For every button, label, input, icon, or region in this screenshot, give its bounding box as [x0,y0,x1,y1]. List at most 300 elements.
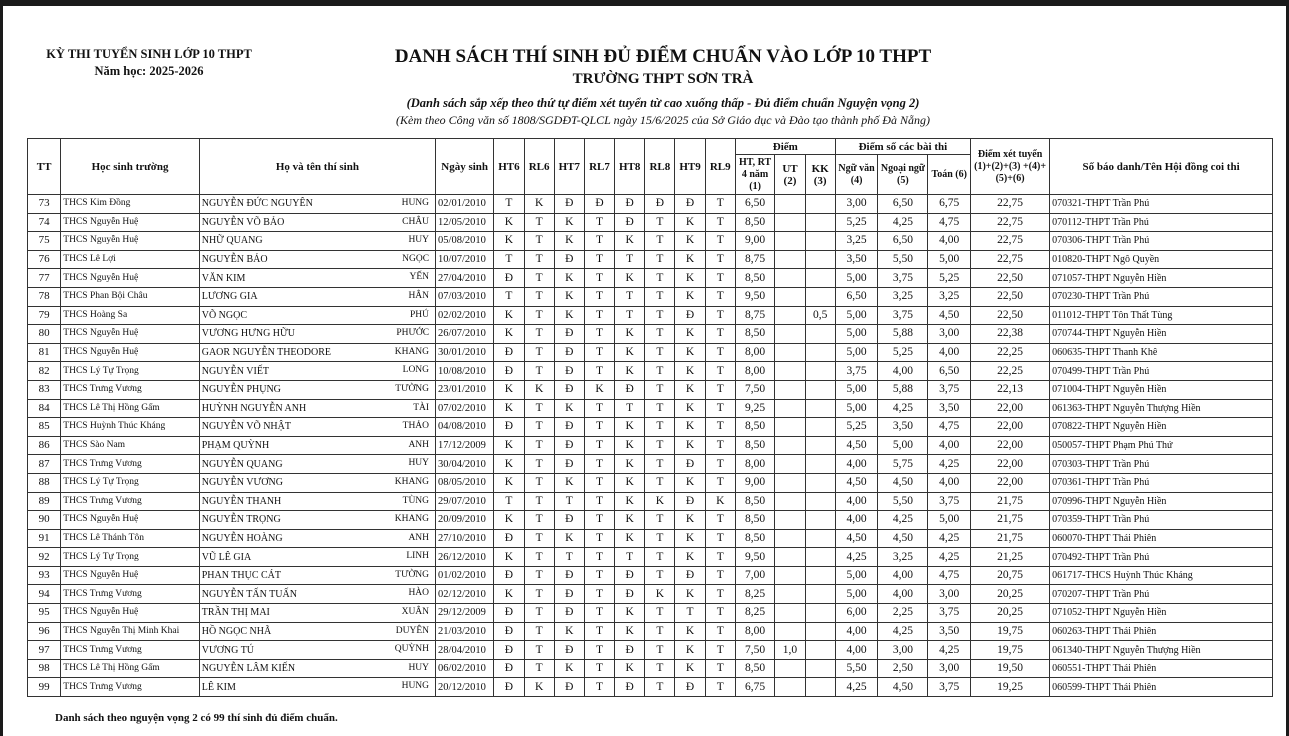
cell-xettuyen: 22,38 [971,325,1050,344]
cell-van: 5,00 [835,269,878,288]
col-ht7: HT7 [554,139,584,195]
cell-tt: 92 [28,548,61,567]
cell-rl6: T [524,548,554,567]
cell-given-name: HÀO [408,588,430,599]
cell-dob: 30/04/2010 [436,455,494,474]
cell-rl7: T [584,529,614,548]
cell-ht-rt: 9,00 [735,232,775,251]
cell-given-name: PHÚ [410,309,430,320]
cell-rl8: T [645,436,675,455]
table-row [28,436,1273,455]
cell-name [199,213,435,232]
cell-given-name: KHANG [394,514,430,525]
cell-xettuyen: 22,50 [971,287,1050,306]
cell-rl9: T [705,641,735,660]
cell-ht6: Đ [494,678,524,697]
cell-ht6: K [494,511,524,530]
table-row [28,622,1273,641]
cell-school: THCS Lê Lợi [61,250,199,269]
cell-surname: NGUYỄN VIẾT [201,365,270,377]
cell-surname: NGUYỄN VƯƠNG [201,477,283,489]
cell-ht8: T [615,548,645,567]
cell-tt: 93 [28,566,61,585]
cell-ut [775,362,805,381]
cell-ut [775,585,805,604]
cell-toan: 4,00 [928,473,971,492]
cell-rl8: T [645,659,675,678]
cell-toan: 5,00 [928,250,971,269]
cell-ht9: K [675,511,705,530]
cell-van: 4,50 [835,473,878,492]
cell-ut [775,380,805,399]
cell-tt: 76 [28,250,61,269]
cell-rl6: T [524,418,554,437]
cell-ut [775,325,805,344]
cell-ngoaingu: 6,50 [878,232,928,251]
cell-ht6: K [494,473,524,492]
cell-ht8: Đ [615,213,645,232]
cell-surname: VŨ LÊ GIA [201,551,252,563]
cell-surname: NGUYỄN LÂM KIẾN [201,663,296,675]
col-tt: TT [28,139,61,195]
cell-ngoaingu: 5,88 [878,325,928,344]
cell-given-name: ANH [408,439,430,450]
cell-surname: HỒ NGỌC NHÃ [201,625,272,637]
cell-ht9: Đ [675,492,705,511]
cell-ht8: Đ [615,380,645,399]
cell-toan: 3,75 [928,678,971,697]
cell-school: THCS Nguyễn Huệ [61,213,199,232]
cell-rl9: T [705,232,735,251]
cell-ht6: K [494,232,524,251]
cell-tt: 95 [28,604,61,623]
cell-sbd: 070361-THPT Trần Phú [1050,473,1273,492]
col-ht9: HT9 [675,139,705,195]
cell-rl7: T [584,362,614,381]
cell-rl9: T [705,343,735,362]
cell-rl9: T [705,195,735,214]
cell-rl6: T [524,455,554,474]
cell-kk [805,269,835,288]
cell-ht8: Đ [615,195,645,214]
cell-van: 3,50 [835,250,878,269]
cell-given-name: KHANG [394,476,430,487]
cell-name [199,250,435,269]
cell-kk [805,399,835,418]
cell-ut [775,250,805,269]
cell-rl9: T [705,659,735,678]
cell-ht7: Đ [554,418,584,437]
cell-school: THCS Phan Bội Châu [61,287,199,306]
cell-toan: 5,25 [928,269,971,288]
cell-dob: 30/01/2010 [436,343,494,362]
cell-rl9: T [705,250,735,269]
cell-school: THCS Trưng Vương [61,380,199,399]
cell-given-name: HUNG [401,681,430,692]
cell-school: THCS Nguyễn Huệ [61,604,199,623]
cell-ht-rt: 8,25 [735,604,775,623]
cell-rl8: T [645,566,675,585]
cell-van: 5,00 [835,585,878,604]
cell-sbd: 060599-THPT Thái Phiên [1050,678,1273,697]
cell-given-name: PHƯỚC [396,328,430,339]
cell-name [199,195,435,214]
cell-surname: VĂN KIM [201,272,246,284]
cell-rl6: T [524,362,554,381]
cell-ht9: K [675,287,705,306]
table-row [28,380,1273,399]
cell-dob: 06/02/2010 [436,659,494,678]
cell-xettuyen: 19,75 [971,622,1050,641]
col-toan: Toán (6) [928,155,971,195]
cell-xettuyen: 22,00 [971,436,1050,455]
cell-rl9: T [705,287,735,306]
cell-surname: NGUYỄN ĐỨC NGUYÊN [201,198,313,210]
cell-given-name: TƯỜNG [395,569,430,580]
cell-xettuyen: 22,00 [971,399,1050,418]
cell-ut [775,399,805,418]
exam-header [29,46,269,80]
cell-ht9: K [675,250,705,269]
cell-school: THCS Trưng Vương [61,585,199,604]
cell-ht6: K [494,548,524,567]
cell-ht-rt: 8,50 [735,269,775,288]
cell-ht9: Đ [675,455,705,474]
cell-van: 4,50 [835,436,878,455]
cell-ht-rt: 9,50 [735,287,775,306]
cell-ut [775,418,805,437]
cell-toan: 6,50 [928,362,971,381]
cell-school: THCS Trưng Vương [61,455,199,474]
cell-xettuyen: 20,25 [971,604,1050,623]
cell-ht8: K [615,455,645,474]
cell-ut [775,659,805,678]
cell-ht9: K [675,232,705,251]
cell-ht-rt: 8,50 [735,511,775,530]
cell-rl8: T [645,399,675,418]
cell-sbd: 060635-THPT Thanh Khê [1050,343,1273,362]
cell-ht8: T [615,306,645,325]
cell-ngoaingu: 4,00 [878,566,928,585]
cell-ht7: K [554,232,584,251]
cell-ut [775,343,805,362]
cell-ht9: K [675,548,705,567]
cell-rl7: T [584,473,614,492]
cell-school: THCS Lý Tự Trọng [61,548,199,567]
col-group-diem: Điểm [735,139,835,155]
cell-toan: 4,75 [928,418,971,437]
cell-xettuyen: 22,00 [971,473,1050,492]
cell-rl9: T [705,418,735,437]
cell-rl9: T [705,473,735,492]
cell-school: THCS Hoàng Sa [61,306,199,325]
cell-dob: 10/08/2010 [436,362,494,381]
cell-ht9: K [675,399,705,418]
cell-ngoaingu: 2,50 [878,659,928,678]
cell-van: 3,25 [835,232,878,251]
cell-kk [805,195,835,214]
cell-ht7: Đ [554,566,584,585]
cell-sbd: 070303-THPT Trần Phú [1050,455,1273,474]
cell-van: 4,00 [835,492,878,511]
cell-kk [805,566,835,585]
cell-given-name: YẾN [409,272,430,283]
table-row [28,418,1273,437]
cell-sbd: 070744-THPT Nguyễn Hiền [1050,325,1273,344]
cell-rl7: T [584,213,614,232]
cell-ut [775,548,805,567]
cell-van: 5,00 [835,380,878,399]
cell-ht6: T [494,250,524,269]
cell-rl6: T [524,436,554,455]
cell-surname: VƯƠNG HƯNG HỮU [201,328,296,340]
cell-ht-rt: 7,00 [735,566,775,585]
cell-tt: 79 [28,306,61,325]
cell-sbd: 010820-THPT Ngô Quyền [1050,250,1273,269]
cell-rl7: T [584,604,614,623]
cell-xettuyen: 22,13 [971,380,1050,399]
cell-ut [775,306,805,325]
cell-sbd: 070492-THPT Trần Phú [1050,548,1273,567]
cell-rl9: T [705,566,735,585]
cell-ut [775,195,805,214]
cell-kk [805,232,835,251]
cell-ht8: K [615,604,645,623]
table-row [28,195,1273,214]
cell-van: 6,50 [835,287,878,306]
cell-surname: NGUYỄN THANH [201,495,282,507]
cell-rl6: T [524,287,554,306]
cell-given-name: TÙNG [402,495,430,506]
cell-van: 5,00 [835,306,878,325]
cell-rl9: T [705,585,735,604]
cell-rl7: T [584,250,614,269]
cell-ht8: K [615,529,645,548]
cell-dob: 27/04/2010 [436,269,494,288]
cell-ut [775,529,805,548]
cell-school: THCS Nguyễn Thị Minh Khai [61,622,199,641]
cell-van: 4,25 [835,678,878,697]
cell-surname: PHẠM QUỲNH [201,440,270,452]
cell-rl7: T [584,325,614,344]
cell-school: THCS Lê Thánh Tôn [61,529,199,548]
cell-ht7: Đ [554,604,584,623]
cell-ht7: K [554,529,584,548]
cell-sbd: 060551-THPT Thái Phiên [1050,659,1273,678]
cell-ht-rt: 8,50 [735,418,775,437]
cell-surname: NGUYỄN PHỤNG [201,384,281,396]
cell-name [199,622,435,641]
cell-surname: NGUYỄN VÕ BẢO [201,216,285,228]
cell-ht6: K [494,325,524,344]
cell-tt: 94 [28,585,61,604]
cell-ht-rt: 8,50 [735,529,775,548]
cell-kk [805,436,835,455]
cell-ut [775,213,805,232]
cell-van: 4,00 [835,511,878,530]
cell-sbd: 050057-THPT Phạm Phú Thứ [1050,436,1273,455]
table-row [28,455,1273,474]
col-ht8: HT8 [615,139,645,195]
cell-ht7: Đ [554,250,584,269]
cell-dob: 21/03/2010 [436,622,494,641]
cell-rl7: T [584,343,614,362]
table-row [28,213,1273,232]
cell-toan: 3,25 [928,287,971,306]
cell-tt: 96 [28,622,61,641]
cell-ht9: K [675,362,705,381]
cell-dob: 01/02/2010 [436,566,494,585]
cell-sbd: 061340-THPT Nguyễn Thượng Hiền [1050,641,1273,660]
cell-kk [805,380,835,399]
cell-ngoaingu: 3,50 [878,418,928,437]
cell-rl9: T [705,269,735,288]
table-row [28,269,1273,288]
cell-ht9: K [675,380,705,399]
cell-school: THCS Lý Tự Trọng [61,362,199,381]
cell-ht6: K [494,585,524,604]
cell-tt: 88 [28,473,61,492]
cell-name [199,306,435,325]
cell-kk [805,604,835,623]
cell-ht9: K [675,622,705,641]
cell-van: 6,00 [835,604,878,623]
cell-name [199,232,435,251]
cell-dob: 10/07/2010 [436,250,494,269]
cell-ht7: T [554,492,584,511]
cell-ngoaingu: 4,00 [878,362,928,381]
cell-ht8: T [615,250,645,269]
cell-kk [805,585,835,604]
cell-toan: 6,75 [928,195,971,214]
cell-ut [775,622,805,641]
cell-ht7: Đ [554,195,584,214]
cell-ht8: K [615,659,645,678]
cell-ht9: K [675,473,705,492]
cell-xettuyen: 19,75 [971,641,1050,660]
cell-ht8: T [615,399,645,418]
cell-given-name: ANH [408,532,430,543]
cell-ngoaingu: 5,50 [878,250,928,269]
cell-van: 4,00 [835,455,878,474]
cell-ht7: Đ [554,678,584,697]
cell-tt: 91 [28,529,61,548]
cell-xettuyen: 22,50 [971,269,1050,288]
cell-van: 5,25 [835,418,878,437]
cell-rl7: T [584,585,614,604]
cell-name [199,678,435,697]
cell-xettuyen: 20,75 [971,566,1050,585]
cell-ht9: T [675,604,705,623]
cell-tt: 97 [28,641,61,660]
cell-rl8: T [645,548,675,567]
cell-kk: 0,5 [805,306,835,325]
cell-rl7: T [584,306,614,325]
footer-note: Danh sách theo nguyện vọng 2 có 99 thí sinh đủ điểm chuẩn. [55,712,338,724]
cell-ht6: K [494,306,524,325]
cell-van: 3,00 [835,195,878,214]
col-van: Ngữ văn (4) [835,155,878,195]
cell-ht-rt: 6,75 [735,678,775,697]
cell-ht7: K [554,399,584,418]
cell-ngoaingu: 2,25 [878,604,928,623]
col-kk: KK (3) [805,155,835,195]
cell-rl6: T [524,250,554,269]
cell-rl8: T [645,269,675,288]
cell-rl8: T [645,306,675,325]
exam-line: KỲ THI TUYỂN SINH LỚP 10 THPT [46,47,252,61]
cell-sbd: 070996-THPT Nguyễn Hiền [1050,492,1273,511]
cell-ngoaingu: 4,25 [878,399,928,418]
cell-xettuyen: 22,75 [971,195,1050,214]
cell-school: THCS Lý Tự Trọng [61,473,199,492]
table-body [28,195,1273,697]
col-group-thi: Điểm số các bài thi [835,139,970,155]
cell-rl9: T [705,455,735,474]
cell-tt: 80 [28,325,61,344]
cell-ht6: K [494,380,524,399]
cell-surname: NGUYỄN HOÀNG [201,532,283,544]
cell-tt: 82 [28,362,61,381]
cell-rl7: T [584,678,614,697]
cell-sbd: 071052-THPT Nguyễn Hiền [1050,604,1273,623]
cell-sbd: 070321-THPT Trần Phú [1050,195,1273,214]
cell-xettuyen: 22,50 [971,306,1050,325]
cell-rl6: T [524,641,554,660]
cell-xettuyen: 22,25 [971,343,1050,362]
cell-given-name: HUY [408,235,430,246]
cell-ut [775,492,805,511]
cell-rl6: K [524,380,554,399]
cell-dob: 07/03/2010 [436,287,494,306]
cell-rl6: T [524,604,554,623]
cell-ht7: Đ [554,641,584,660]
cell-ht6: Đ [494,343,524,362]
cell-dob: 28/04/2010 [436,641,494,660]
cell-kk [805,455,835,474]
cell-sbd: 061363-THPT Nguyễn Thượng Hiền [1050,399,1273,418]
cell-given-name: DUYÊN [395,625,430,636]
cell-ht6: Đ [494,269,524,288]
cell-name [199,548,435,567]
cell-school: THCS Sào Nam [61,436,199,455]
cell-ht7: Đ [554,380,584,399]
cell-tt: 73 [28,195,61,214]
cell-toan: 4,75 [928,566,971,585]
cell-rl7: K [584,380,614,399]
cell-dob: 29/12/2009 [436,604,494,623]
cell-rl6: T [524,473,554,492]
table-row [28,362,1273,381]
cell-ngoaingu: 6,50 [878,195,928,214]
cell-ht9: K [675,418,705,437]
cell-surname: GAOR NGUYỄN THEODORE [201,347,331,359]
cell-ht9: K [675,343,705,362]
cell-dob: 08/05/2010 [436,473,494,492]
cell-toan: 4,00 [928,343,971,362]
cell-sbd: 061717-THCS Huỳnh Thúc Kháng [1050,566,1273,585]
school-name: TRƯỜNG THPT SƠN TRÀ [572,71,754,87]
table-row [28,473,1273,492]
cell-surname: NGUYỄN VÕ NHẬT [201,421,291,433]
cell-toan: 3,00 [928,325,971,344]
cell-rl8: T [645,622,675,641]
cell-given-name: HÂN [408,290,430,301]
cell-rl6: T [524,511,554,530]
cell-tt: 87 [28,455,61,474]
cell-rl9: T [705,213,735,232]
cell-rl9: T [705,325,735,344]
